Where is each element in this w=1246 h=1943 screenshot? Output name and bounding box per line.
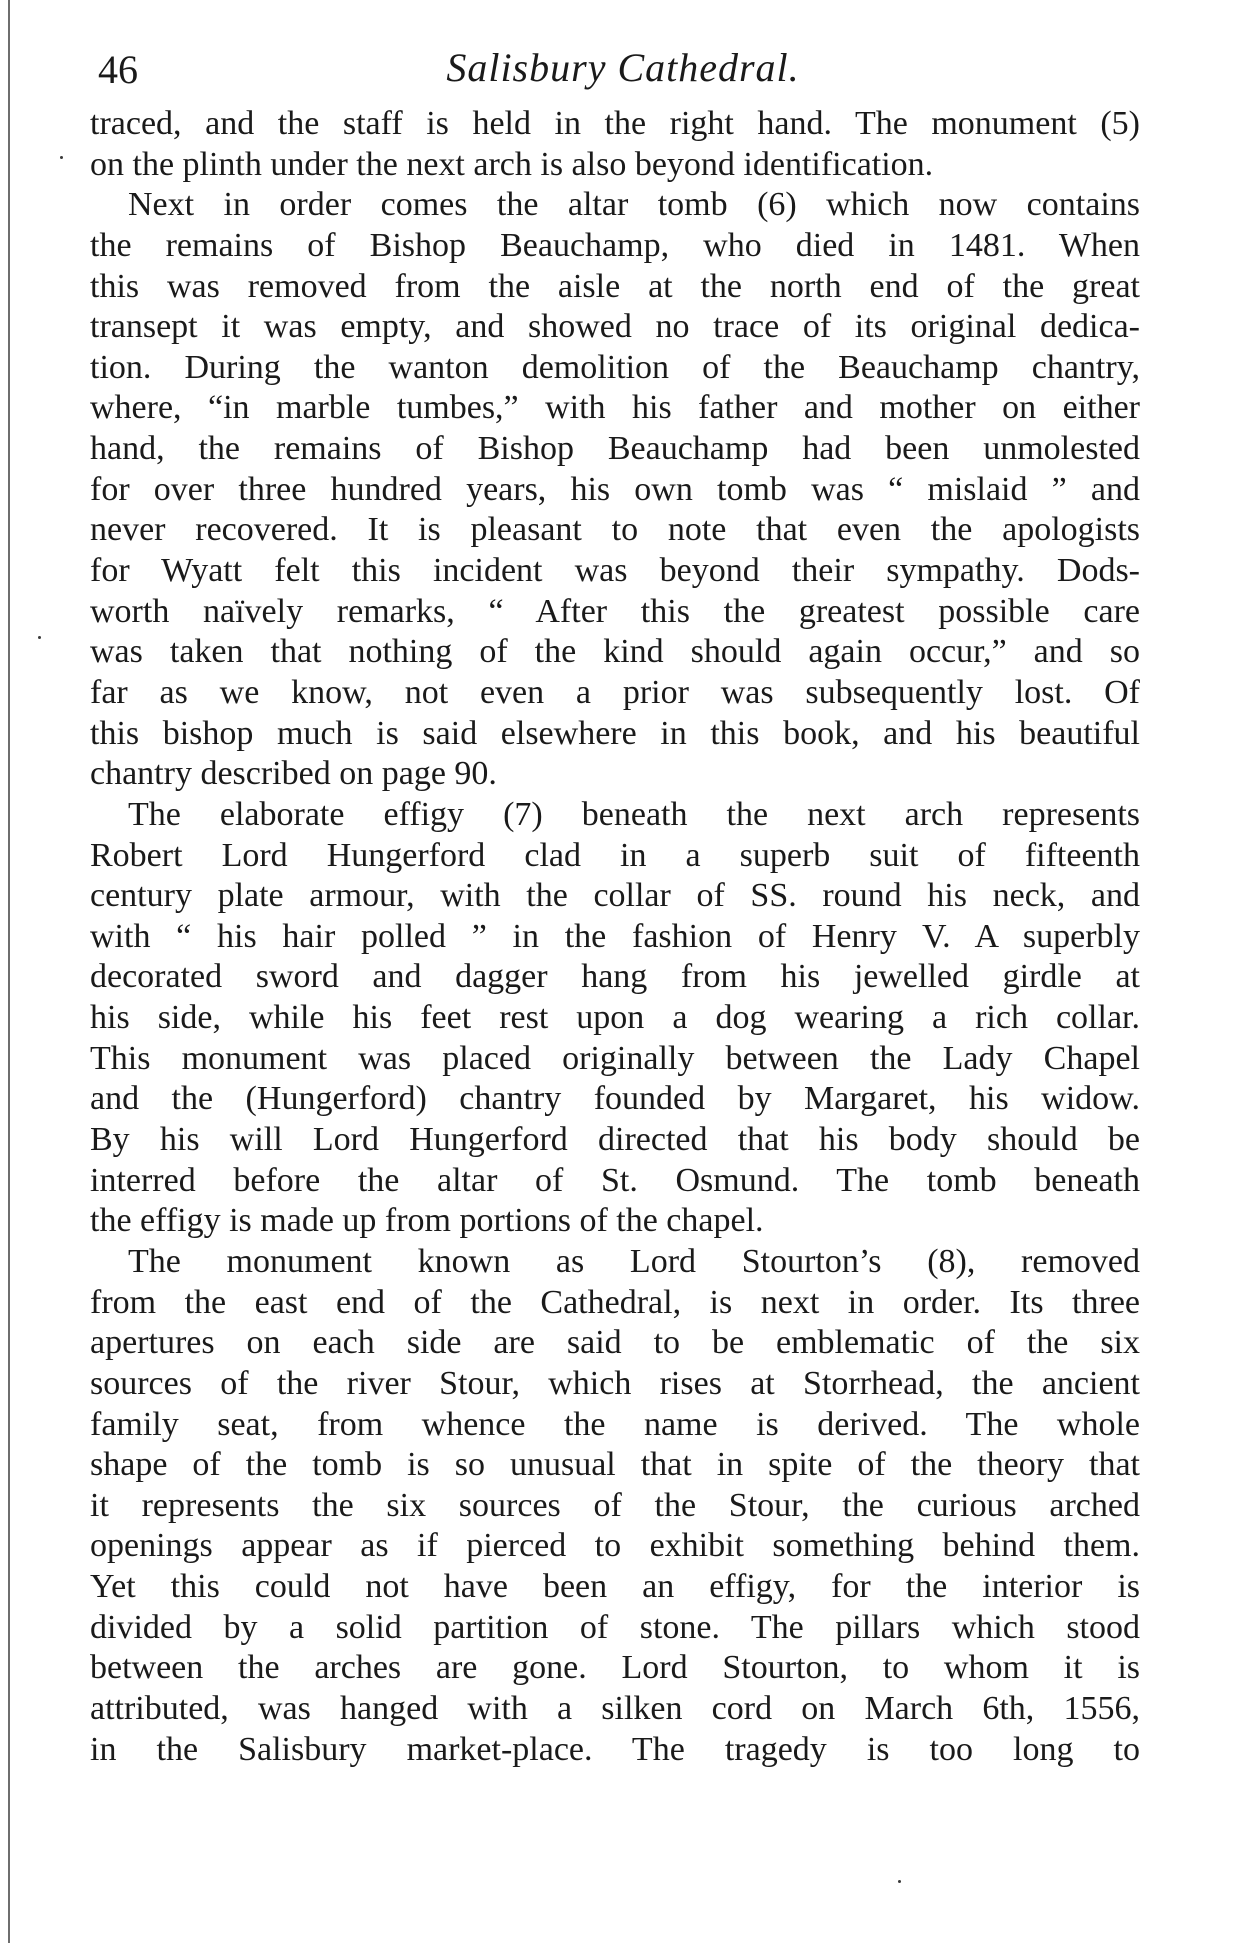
body-text	[90, 104, 1140, 1770]
text-line: his side, while his feet rest upon a dog wearing a rich collar.	[90, 999, 1140, 1037]
text-line: interred before the altar of St. Osmund. The tomb beneath	[90, 1161, 1140, 1199]
stray-mark	[60, 156, 63, 159]
stray-mark	[38, 636, 41, 639]
stray-mark	[898, 1880, 901, 1883]
text-line: the remains of Bishop Beauchamp, who died in 1481. When	[90, 226, 1140, 264]
text-line: sources of the river Stour, which rises at Storrhead, the ancient	[90, 1364, 1140, 1402]
text-line: tion. During the wanton demolition of the Beauchamp chantry,	[90, 348, 1140, 386]
text-line: traced, and the staff is held in the right hand. The monument (5)	[90, 105, 1140, 142]
text-line: never recovered. It is pleasant to note that even the apologists	[90, 511, 1140, 549]
text-line: on the plinth under the next arch is also beyond identification.	[90, 145, 934, 183]
text-line: openings appear as if pierced to exhibit something behind them.	[90, 1527, 1140, 1565]
text-line: it represents the six sources of the Stour, the curious arched	[90, 1486, 1140, 1524]
text-line: was taken that nothing of the kind should again occur,” and so	[90, 633, 1140, 671]
text-line: Robert Lord Hungerford clad in a superb suit of fifteenth	[90, 836, 1140, 874]
text-line: transept it was empty, and showed no trace of its original dedica-	[90, 308, 1140, 346]
text-line: chantry described on page 90.	[90, 755, 497, 793]
running-title: Salisbury Cathedral.	[446, 45, 800, 90]
text-line: attributed, was hanged with a silken cord on March 6th, 1556,	[90, 1689, 1140, 1727]
text-line: where, “in marble tumbes,” with his father and mother on either	[90, 389, 1140, 427]
text-line: decorated sword and dagger hang from his jewelled girdle at	[90, 958, 1140, 996]
text-line: Next in order comes the altar tomb (6) which now contains	[128, 186, 1140, 224]
text-line: shape of the tomb is so unusual that in spite of the theory that	[90, 1446, 1140, 1484]
text-line: divided by a solid partition of stone. The pillars which stood	[90, 1608, 1140, 1646]
text-line: this bishop much is said elsewhere in this book, and his beautiful	[90, 714, 1140, 752]
text-line: for Wyatt felt this incident was beyond their sympathy. Dods-	[90, 552, 1140, 590]
text-line: The monument known as Lord Stourton’s (8), removed	[128, 1242, 1140, 1280]
text-line: family seat, from whence the name is derived. The whole	[90, 1405, 1140, 1443]
text-line: and the (Hungerford) chantry founded by Margaret, his widow.	[90, 1080, 1140, 1118]
text-line: with “ his hair polled ” in the fashion of Henry V. A superbly	[90, 917, 1140, 955]
page-number: 46	[98, 47, 138, 92]
text-line: the effigy is made up from portions of the chapel.	[90, 1202, 764, 1240]
text-line: Yet this could not have been an effigy, for the interior is	[90, 1568, 1140, 1606]
text-line: in the Salisbury market-place. The tragedy is too long to	[90, 1730, 1140, 1768]
text-line: worth naïvely remarks, “ After this the greatest possible care	[90, 592, 1140, 630]
text-line: from the east end of the Cathedral, is next in order. Its three	[90, 1283, 1140, 1321]
text-line: century plate armour, with the collar of SS. round his neck, and	[90, 877, 1140, 915]
text-line: By his will Lord Hungerford directed that his body should be	[90, 1121, 1140, 1159]
text-line: The elaborate effigy (7) beneath the next arch represents	[128, 795, 1140, 833]
text-line: hand, the remains of Bishop Beauchamp had been unmolested	[90, 430, 1140, 468]
text-line: between the arches are gone. Lord Stourton, to whom it is	[90, 1649, 1140, 1687]
text-line: far as we know, not even a prior was subsequently lost. Of	[90, 673, 1140, 711]
text-line: for over three hundred years, his own tomb was “ mislaid ” and	[90, 470, 1140, 508]
text-line: apertures on each side are said to be emblematic of the six	[90, 1324, 1140, 1362]
text-line: this was removed from the aisle at the north end of the great	[90, 267, 1140, 305]
scan-edge-line	[8, 0, 10, 1943]
text-line: This monument was placed originally between the Lady Chapel	[90, 1039, 1140, 1077]
